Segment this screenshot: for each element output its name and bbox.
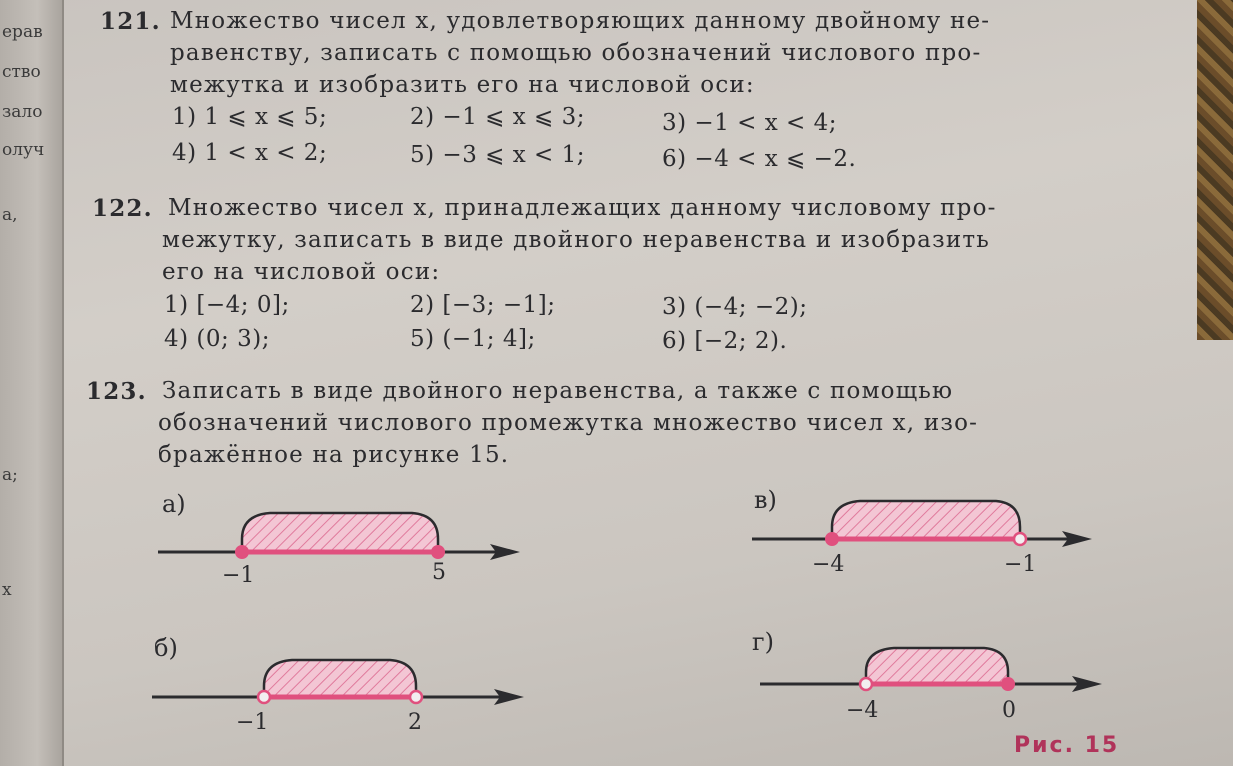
figure-b-label: б) [154, 634, 178, 662]
figure-g-right-value: 0 [1002, 698, 1016, 723]
problem-121-item-3: 3) −1 < x < 4; [662, 110, 837, 136]
figure-a-right-value: 5 [432, 560, 446, 585]
figure-v-label: в) [754, 486, 777, 514]
problem-122-item-4: 4) (0; 3); [164, 326, 270, 352]
figure-v-right-value: −1 [1004, 552, 1037, 577]
figure-v-number-line [750, 495, 1110, 555]
figure-a-label: а) [162, 490, 186, 518]
figure-v-left-value: −4 [812, 552, 845, 577]
figure-a-number-line [150, 505, 540, 565]
problem-122-line-2: межутку, записать в виде двойного неравенства и изобразить [162, 227, 991, 253]
margin-fragment: х [2, 580, 12, 600]
margin-fragment: олуч [2, 140, 45, 160]
problem-121-line-1: Множество чисел x, удовлетворяющих данному двойному не- [170, 8, 991, 34]
margin-fragment: а, [2, 205, 18, 225]
problem-123-line-1: Записать в виде двойного неравенства, а также с помощью [162, 378, 954, 404]
figure-b-left-value: −1 [236, 710, 269, 735]
problem-121-item-1: 1) 1 ⩽ x ⩽ 5; [172, 104, 328, 130]
problem-121-number: 121. [100, 8, 161, 35]
problem-122-item-5: 5) (−1; 4]; [410, 326, 536, 352]
figure-a-left-value: −1 [222, 563, 255, 588]
problem-121-item-6: 6) −4 < x ⩽ −2. [662, 146, 857, 172]
figure-b-number-line [150, 650, 540, 710]
figure-g-left-value: −4 [846, 698, 879, 723]
problem-121-item-4: 4) 1 < x < 2; [172, 140, 328, 166]
problem-122-line-1: Множество чисел x, принадлежащих данному числовому про- [168, 195, 997, 221]
margin-fragment: а; [2, 465, 18, 485]
figure-g-label: г) [752, 628, 774, 656]
problem-122-item-3: 3) (−4; −2); [662, 294, 808, 320]
problem-121-item-2: 2) −1 ⩽ x ⩽ 3; [410, 104, 585, 130]
problem-122-item-6: 6) [−2; 2). [662, 328, 788, 354]
problem-121-line-2: равенству, записать с помощью обозначений числового про- [170, 40, 982, 66]
problem-121-item-5: 5) −3 ⩽ x < 1; [410, 142, 585, 168]
problem-123-line-3: бражённое на рисунке 15. [158, 442, 510, 468]
background-fabric [1197, 0, 1233, 340]
left-page-edge [0, 0, 64, 766]
problem-122-line-3: его на числовой оси: [162, 259, 441, 285]
problem-123-number: 123. [86, 378, 147, 405]
figure-b-right-value: 2 [408, 710, 422, 735]
problem-122-item-1: 1) [−4; 0]; [164, 292, 290, 318]
margin-fragment: ерав [2, 22, 43, 42]
problem-122-item-2: 2) [−3; −1]; [410, 292, 556, 318]
margin-fragment: зало [2, 102, 43, 122]
problem-122-number: 122. [92, 195, 153, 222]
margin-fragment: ство [2, 62, 41, 82]
figure-caption: Рис. 15 [1014, 733, 1120, 758]
problem-123-line-2: обозначений числового промежутка множество чисел x, изо- [158, 410, 979, 436]
figure-g-number-line [758, 640, 1118, 700]
problem-121-line-3: межутка и изобразить его на числовой оси: [170, 72, 755, 98]
